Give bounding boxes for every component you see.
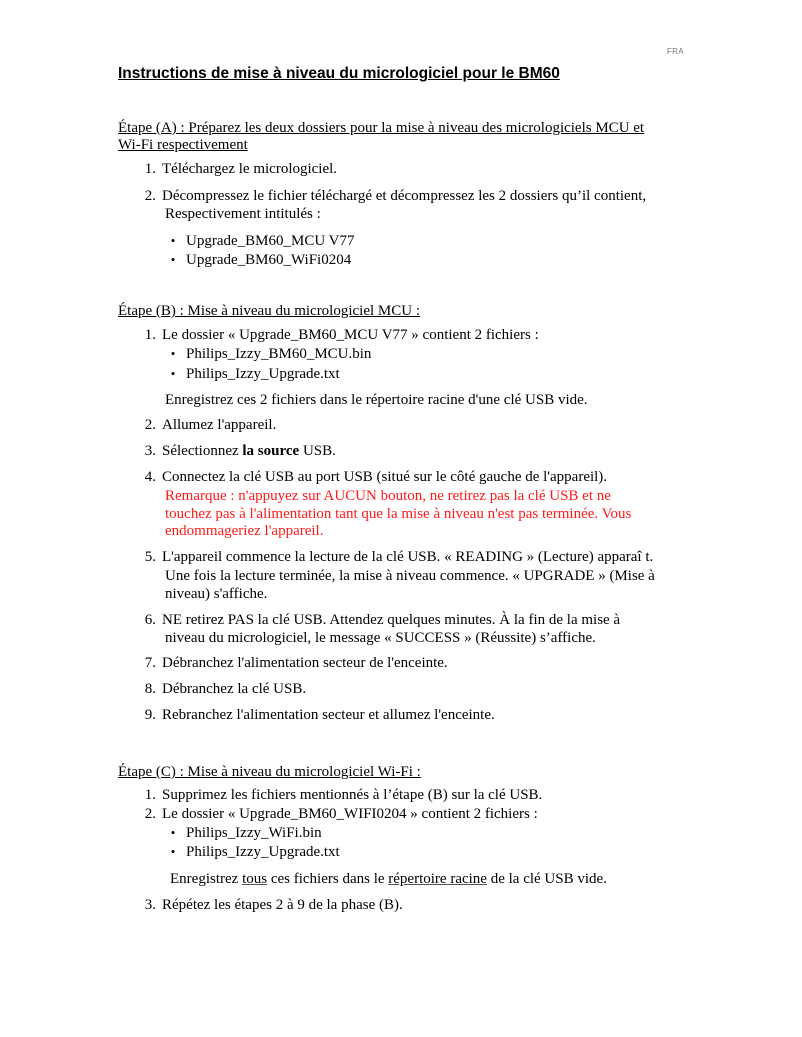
list-item: 6. NE retirez PAS la clé USB. Attendez quelques minutes. À la fin de la mise à (144, 612, 621, 628)
list-item-cont: Une fois la lecture terminée, la mise à niveau commence. « UPGRADE » (Mise à (165, 568, 655, 584)
bullet-icon: • (170, 844, 176, 859)
list-item-cont: niveau) s'affiche. (165, 586, 268, 602)
save-note: Enregistrez ces 2 fichiers dans le répertoire racine d'une clé USB vide. (165, 392, 588, 408)
file-item: • Philips_Izzy_WiFi.bin (166, 824, 322, 842)
list-item-cont: Respectivement intitulés : (165, 206, 321, 222)
list-item: 1. Téléchargez le micrologiciel. (144, 161, 338, 177)
list-item: 8. Débranchez la clé USB. (144, 681, 307, 697)
bullet-icon: • (170, 252, 176, 267)
step-c-heading: Étape (C) : Mise à niveau du micrologiciel Wi-Fi : (118, 764, 421, 780)
bullet-icon: • (170, 825, 176, 840)
file-item: • Philips_Izzy_Upgrade.txt (166, 843, 340, 861)
list-item-cont: niveau du micrologiciel, le message « SUCCESS » (Réussite) s’affiche. (165, 630, 596, 646)
page-code: FRA (667, 47, 684, 56)
step-b-heading: Étape (B) : Mise à niveau du micrologiciel MCU : (118, 303, 421, 319)
list-item: 1. Supprimez les fichiers mentionnés à l’étape (B) sur la clé USB. (144, 787, 543, 803)
list-item: 9. Rebranchez l'alimentation secteur et allumez l'enceinte. (144, 707, 495, 723)
warning-note: Remarque : n'appuyez sur AUCUN bouton, ne retirez pas la clé USB et ne (165, 488, 611, 504)
list-item: 2. Le dossier « Upgrade_BM60_WIFI0204 » contient 2 fichiers : (144, 806, 538, 822)
step-a-heading-cont: Wi-Fi respectivement (118, 137, 248, 153)
warning-note: endommageriez l'appareil. (165, 523, 324, 539)
step-a-heading: Étape (A) : Préparez les deux dossiers pour la mise à niveau des micrologiciels MCU et (118, 120, 645, 136)
document-title: Instructions de mise à niveau du micrologiciel pour le BM60 (118, 65, 560, 82)
list-item: 4. Connectez la clé USB au port USB (situé sur le côté gauche de l'appareil). (144, 469, 608, 485)
save-note: Enregistrez tous ces fichiers dans le répertoire racine de la clé USB vide. (170, 871, 607, 887)
bullet-icon: • (170, 233, 176, 248)
list-item: 7. Débranchez l'alimentation secteur de l'enceinte. (144, 655, 448, 671)
folder-item: • Upgrade_BM60_WiFi0204 (166, 251, 351, 269)
list-item: 1. Le dossier « Upgrade_BM60_MCU V77 » contient 2 fichiers : (144, 327, 539, 343)
list-item: 3. Répétez les étapes 2 à 9 de la phase (B). (144, 897, 403, 913)
list-item: 2. Décompressez le fichier téléchargé et décompressez les 2 dossiers qu’il contient, (144, 188, 647, 204)
folder-item: • Upgrade_BM60_MCU V77 (166, 232, 354, 250)
list-item: 5. L'appareil commence la lecture de la clé USB. « READING » (Lecture) apparaî t. (144, 549, 654, 565)
bullet-icon: • (170, 346, 176, 361)
list-item: 2. Allumez l'appareil. (144, 417, 277, 433)
file-item: • Philips_Izzy_Upgrade.txt (166, 365, 340, 383)
list-item: 3. Sélectionnez la source USB. (144, 443, 336, 459)
warning-note: touchez pas à l'alimentation tant que la mise à niveau n'est pas terminée. Vous (165, 506, 632, 522)
bullet-icon: • (170, 366, 176, 381)
file-item: • Philips_Izzy_BM60_MCU.bin (166, 345, 371, 363)
